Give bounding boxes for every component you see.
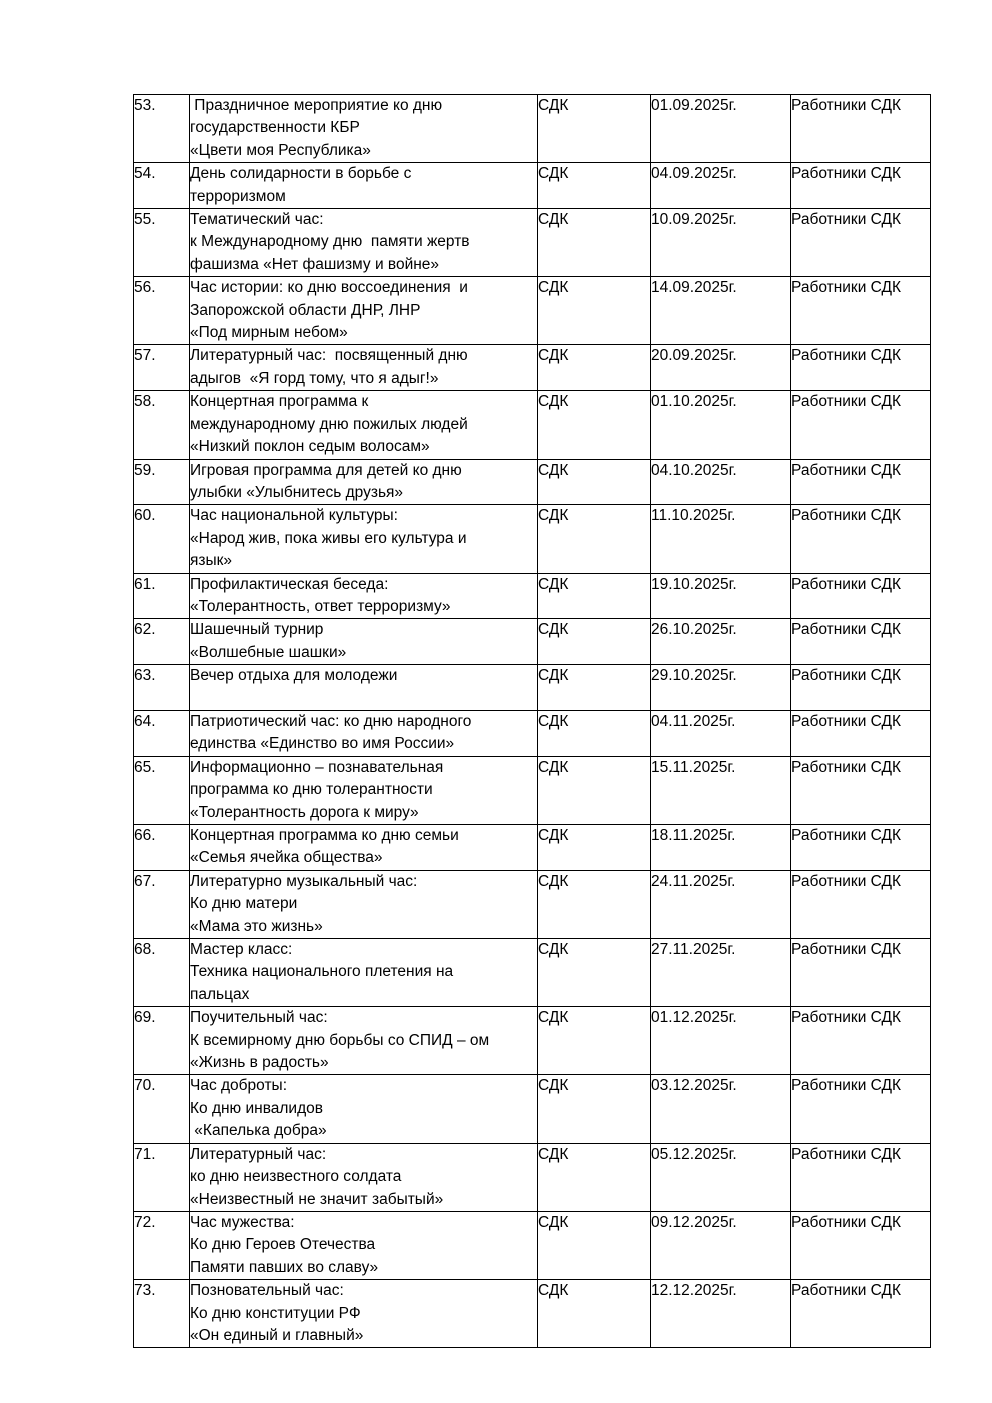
event-responsible: Работники СДК [791,1280,931,1348]
event-place: СДК [538,1007,651,1075]
event-place: СДК [538,277,651,345]
event-description [190,1280,538,1348]
table-row [134,710,931,756]
event-description-line: язык» [190,552,233,570]
event-description [190,277,538,345]
table-row [134,1007,931,1075]
table-row [134,277,931,345]
event-description-line: фашизма «Нет фашизму и войне» [190,255,440,273]
event-place: СДК [538,459,651,505]
event-place: СДК [538,825,651,871]
events-table-body [134,95,931,1348]
event-description-line: Литературный час: [190,1145,327,1163]
event-description [190,1075,538,1143]
event-description [190,1143,538,1211]
table-row [134,505,931,573]
event-place: СДК [538,95,651,163]
row-number: 60. [134,505,190,573]
table-row [134,1075,931,1143]
row-number: 59. [134,459,190,505]
event-place: СДК [538,1211,651,1279]
event-description [190,459,538,505]
row-number: 73. [134,1280,190,1348]
event-place: СДК [538,710,651,756]
event-description-line: Литературно музыкальный час: [190,872,418,890]
event-description-line: «Мама это жизнь» [190,917,323,935]
event-description [190,825,538,871]
event-responsible: Работники СДК [791,345,931,391]
event-description-line: единства «Единство во имя России» [190,735,455,753]
row-number: 69. [134,1007,190,1075]
event-description [190,505,538,573]
event-responsible: Работники СДК [791,1211,931,1279]
event-place: СДК [538,345,651,391]
table-row [134,459,931,505]
row-number: 62. [134,619,190,665]
event-date: 04.11.2025г. [651,710,791,756]
event-place: СДК [538,870,651,938]
row-number: 63. [134,665,190,711]
event-date: 01.10.2025г. [651,391,791,459]
event-description-line: Поучительный час: [190,1009,328,1027]
event-description-line: «Он единый и главный» [190,1326,364,1344]
event-date: 24.11.2025г. [651,870,791,938]
event-responsible: Работники СДК [791,505,931,573]
table-row [134,345,931,391]
event-description-line: Игровая программа для детей ко дню [190,461,462,479]
table-row [134,870,931,938]
table-row [134,1211,931,1279]
event-responsible: Работники СДК [791,939,931,1007]
event-description-line: Профилактическая беседа: [190,575,389,593]
event-description [190,573,538,619]
event-description [190,345,538,391]
events-table [133,94,931,1348]
event-description-line: Запорожской области ДНР, ЛНР [190,301,421,319]
event-description-line: «Толерантность, ответ терроризму» [190,597,451,615]
event-place: СДК [538,573,651,619]
event-description-line: Час истории: ко дню воссоединения и [190,279,468,297]
table-row [134,1143,931,1211]
event-description-line [190,688,537,710]
event-description-line: К всемирному дню борьбы со СПИД – ом [190,1031,490,1049]
event-description-line: Патриотический час: ко дню народного [190,712,472,730]
table-row [134,95,931,163]
event-place: СДК [538,665,651,711]
event-date: 11.10.2025г. [651,505,791,573]
event-responsible: Работники СДК [791,163,931,209]
event-description-line: Час доброты: [190,1077,287,1095]
event-description-line: улыбки «Улыбнитесь друзья» [190,483,404,501]
event-description-line: Концертная программа к [190,393,369,411]
event-date: 09.12.2025г. [651,1211,791,1279]
event-date: 20.09.2025г. [651,345,791,391]
event-description-line: терроризмом [190,187,286,205]
event-date: 29.10.2025г. [651,665,791,711]
event-description-line: «Волшебные шашки» [190,643,347,661]
event-description-line: международному дню пожилых людей [190,415,468,433]
table-row [134,573,931,619]
event-responsible: Работники СДК [791,1143,931,1211]
event-place: СДК [538,163,651,209]
event-description [190,619,538,665]
event-description-line: «Толерантность дорога к миру» [190,803,419,821]
event-description-line: государственности КБР [190,119,360,137]
event-date: 27.11.2025г. [651,939,791,1007]
event-date: 18.11.2025г. [651,825,791,871]
row-number: 61. [134,573,190,619]
event-date: 03.12.2025г. [651,1075,791,1143]
table-row [134,756,931,824]
event-description [190,870,538,938]
event-date: 10.09.2025г. [651,209,791,277]
event-description [190,391,538,459]
event-description [190,209,538,277]
row-number: 57. [134,345,190,391]
row-number: 68. [134,939,190,1007]
row-number: 55. [134,209,190,277]
table-row [134,163,931,209]
event-place: СДК [538,939,651,1007]
row-number: 54. [134,163,190,209]
event-description-line: Позновательный час: [190,1282,344,1300]
event-description [190,710,538,756]
event-responsible: Работники СДК [791,710,931,756]
event-responsible: Работники СДК [791,1075,931,1143]
event-description-line: Ко дню инвалидов [190,1099,323,1117]
table-row [134,391,931,459]
event-date: 19.10.2025г. [651,573,791,619]
event-description-line: Памяти павших во славу» [190,1258,379,1276]
event-description [190,1211,538,1279]
event-description-line: «Семья ячейка общества» [190,849,383,867]
event-description-line: Мастер класс: [190,941,293,959]
table-row [134,619,931,665]
event-description-line: Час национальной культуры: [190,507,398,525]
event-description-line: пальцах [190,985,250,1003]
event-description-line: День солидарности в борьбе с [190,165,412,183]
event-description-line: Техника национального плетения на [190,963,454,981]
event-place: СДК [538,756,651,824]
event-description-line: к Международному дню памяти жертв [190,233,470,251]
event-description [190,1007,538,1075]
event-description-line: «Низкий поклон седым волосам» [190,438,430,456]
event-place: СДК [538,1280,651,1348]
row-number: 71. [134,1143,190,1211]
event-place: СДК [538,1143,651,1211]
event-responsible: Работники СДК [791,825,931,871]
row-number: 53. [134,95,190,163]
event-responsible: Работники СДК [791,756,931,824]
event-responsible: Работники СДК [791,870,931,938]
event-place: СДК [538,619,651,665]
event-description-line: «Жизнь в радость» [190,1054,329,1072]
table-row [134,825,931,871]
event-description-line: Тематический час: [190,211,324,229]
event-description [190,665,538,711]
event-date: 26.10.2025г. [651,619,791,665]
event-description-line: Литературный час: посвященный дню [190,347,468,365]
event-description-line: Ко дню конституции РФ [190,1304,361,1322]
event-description [190,939,538,1007]
event-description-line: Час мужества: [190,1213,295,1231]
row-number: 66. [134,825,190,871]
event-description [190,756,538,824]
event-responsible: Работники СДК [791,1007,931,1075]
event-date: 01.12.2025г. [651,1007,791,1075]
event-responsible: Работники СДК [791,665,931,711]
event-description-line: адыгов «Я горд тому, что я адыг!» [190,369,439,387]
event-description-line: Концертная программа ко дню семьи [190,827,459,844]
event-description-line: Ко дню матери [190,895,298,913]
row-number: 72. [134,1211,190,1279]
row-number: 58. [134,391,190,459]
event-responsible: Работники СДК [791,459,931,505]
table-row [134,939,931,1007]
event-description-line: Шашечный турнир [190,621,324,639]
event-description-line: Ко дню Героев Отечества [190,1236,376,1254]
event-place: СДК [538,391,651,459]
table-row [134,209,931,277]
event-responsible: Работники СДК [791,95,931,163]
row-number: 56. [134,277,190,345]
event-responsible: Работники СДК [791,209,931,277]
event-description-line: «Капелька добра» [190,1122,327,1140]
event-description-line: Праздничное мероприятие ко дню [190,97,443,114]
event-responsible: Работники СДК [791,391,931,459]
event-description-line: «Народ жив, пока живы его культура и [190,529,467,547]
event-date: 04.09.2025г. [651,163,791,209]
event-description-line: «Цвети моя Республика» [190,141,371,159]
row-number: 65. [134,756,190,824]
event-description-line: Информационно – познавательная [190,758,444,776]
row-number: 67. [134,870,190,938]
row-number: 70. [134,1075,190,1143]
event-place: СДК [538,209,651,277]
event-date: 01.09.2025г. [651,95,791,163]
event-responsible: Работники СДК [791,277,931,345]
event-date: 15.11.2025г. [651,756,791,824]
event-description-line: «Под мирным небом» [190,324,348,342]
row-number: 64. [134,710,190,756]
event-description-line: Вечер отдыха для молодежи [190,667,398,685]
event-description [190,163,538,209]
event-description [190,95,538,163]
event-date: 04.10.2025г. [651,459,791,505]
event-place: СДК [538,505,651,573]
event-date: 12.12.2025г. [651,1280,791,1348]
event-responsible: Работники СДК [791,573,931,619]
event-place: СДК [538,1075,651,1143]
event-responsible: Работники СДК [791,619,931,665]
table-row [134,665,931,711]
event-date: 14.09.2025г. [651,277,791,345]
table-row [134,1280,931,1348]
event-description-line: ко дню неизвестного солдата [190,1168,402,1186]
event-description-line: программа ко дню толерантности [190,781,433,799]
event-date: 05.12.2025г. [651,1143,791,1211]
event-description-line: «Неизвестный не значит забытый» [190,1190,444,1208]
